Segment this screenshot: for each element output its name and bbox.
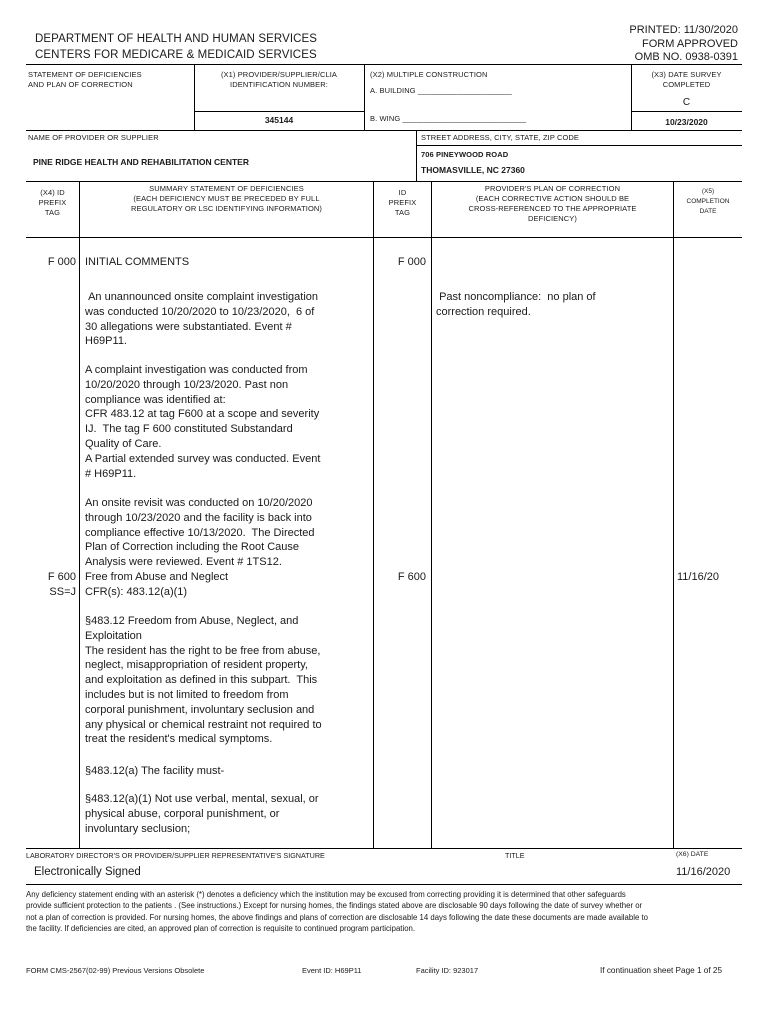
survey-date-label: (X3) DATE SURVEY COMPLETED — [651, 70, 722, 89]
completion-date-header: (X5) COMPLETION DATE — [686, 188, 730, 215]
signature-date-label: (X6) DATE — [676, 851, 709, 858]
multiple-construction-label: (X2) MULTIPLE CONSTRUCTION — [370, 70, 488, 79]
heading-free-from-abuse: Free from Abuse and Neglect CFR(s): 483.12(a)(1) — [85, 571, 229, 598]
plan-tag-f000: F 000 — [397, 256, 426, 268]
form-approved: FORM APPROVED — [642, 37, 738, 50]
form-status-header — [629, 24, 738, 65]
signature-label: LABORATORY DIRECTOR'S OR PROVIDER/SUPPLIER REPRESENTATIVE'S SIGNATURE — [26, 851, 325, 860]
printed-date: PRINTED: 11/30/2020 — [629, 24, 738, 36]
heading-initial-comments: INITIAL COMMENTS — [85, 256, 190, 268]
title-label: TITLE — [505, 851, 525, 860]
provider-name-label: NAME OF PROVIDER OR SUPPLIER — [28, 133, 159, 142]
signature-date-value: 11/16/2020 — [676, 866, 731, 878]
agency-header — [35, 31, 317, 63]
plan-tag-f600: F 600 — [397, 571, 426, 583]
footer-form-id: FORM CMS-2567(02-99) Previous Versions Obsolete — [26, 966, 205, 975]
provider-id-label: (X1) PROVIDER/SUPPLIER/CLIA IDENTIFICATION NUMBER: — [220, 70, 338, 89]
plan-past-noncompliance: Past noncompliance: no plan of correction required. — [436, 291, 596, 318]
provider-city: THOMASVILLE, NC 27360 — [421, 165, 525, 175]
omb-number: OMB NO. 0938-0391 — [634, 51, 738, 63]
provider-street: 706 PINEYWOOD ROAD — [421, 150, 509, 159]
footer-facility-id: Facility ID: 923017 — [416, 966, 479, 975]
provider-id-value: 345144 — [264, 115, 294, 125]
address-label: STREET ADDRESS, CITY, STATE, ZIP CODE — [421, 133, 580, 142]
signature-value: Electronically Signed — [34, 866, 141, 878]
paragraph-complaint-investigation: An unannounced onsite complaint investigation was conducted 10/20/2020 to 10/23/2020, 6 of 30 allegations were substantiated. Event # H69P11. — [85, 291, 318, 348]
provider-name: PINE RIDGE HEALTH AND REHABILITATION CENTER — [33, 157, 249, 167]
wing-field: B. WING _____________________________ — [370, 114, 527, 123]
id-prefix-tag-header: ID PREFIX TAG — [388, 188, 417, 217]
plan-of-correction-header: PROVIDER'S PLAN OF CORRECTION (EACH CORRECTIVE ACTION SHOULD BE CROSS-REFERENCED TO THE APPROPRIATE DEFICIENCY) — [468, 184, 637, 223]
completion-date-f600: 11/16/20 — [677, 571, 720, 583]
summary-statement-header: SUMMARY STATEMENT OF DEFICIENCIES (EACH DEFICIENCY MUST BE PRECEDED BY FULL REGULATORY OR LSC IDENTIFYING INFORMATION) — [130, 184, 323, 213]
x4-id-prefix-tag-header: (X4) ID PREFIX TAG — [38, 188, 67, 217]
disclaimer-text: Any deficiency statement ending with an asterisk (*) denotes a deficiency which the institution may be excused from correcting providing it is determined that other safeguards provide sufficient protection to the patients . (See instructions.) Except for nursing homes, the findings stated above are disclosable 90 days following the date of survey whether or not a plan of correction is provided. For nursing homes, the above findings and plans of correction are disclosable 14 days following the date these documents are made available to the facility. If deficiencies are cited, an approved plan of correction is requisite to continued program participation. — [26, 890, 648, 934]
footer-event-id: Event ID: H69P11 — [302, 966, 362, 975]
paragraph-onsite-revisit: An onsite revisit was conducted on 10/20/2020 through 10/23/2020 and the facility is back into compliance effective 10/13/2020. The Directed Plan of Correction including the Root Cause Analysis were reviewed. Event # 1TS12. — [85, 497, 315, 569]
statement-label: STATEMENT OF DEFICIENCIES AND PLAN OF CORRECTION — [28, 70, 142, 89]
paragraph-facility-must: §483.12(a) The facility must- — [85, 765, 225, 777]
survey-code: C — [682, 97, 691, 108]
tag-scope-severity: SS=J — [49, 586, 76, 598]
paragraph-freedom-from-abuse: §483.12 Freedom from Abuse, Neglect, and Exploitation The resident has the right to be free from abuse, neglect, misappropriation of resident property, and exploitation as defined in this subpart. This includes but is not limited to freedom from corporal punishment, involuntary seclusion and any physical or chemical restraint not required to treat the resident's medical symptoms. — [85, 615, 322, 746]
tag-f000: F 000 — [47, 256, 76, 268]
building-field: A. BUILDING ______________________ — [370, 86, 512, 95]
paragraph-not-use-abuse: §483.12(a)(1) Not use verbal, mental, sexual, or physical abuse, corporal punishment, or involuntary seclusion; — [85, 793, 319, 835]
survey-date-value: 10/23/2020 — [665, 117, 708, 127]
paragraph-past-noncompliance: A complaint investigation was conducted from 10/20/2020 through 10/23/2020. Past non compliance was identified at: CFR 483.12 at tag F600 at a scope and severity IJ. The tag F 600 constituted Substandard Quality of Care. A Partial extended survey was conducted. Event # H69P11. — [85, 364, 321, 480]
agency-line-1: DEPARTMENT OF HEALTH AND HUMAN SERVICES — [35, 33, 318, 45]
agency-line-2: CENTERS FOR MEDICARE & MEDICAID SERVICES — [35, 49, 317, 61]
footer-page-number: If continuation sheet Page 1 of 25 — [600, 966, 722, 975]
tag-f600: F 600 — [47, 571, 76, 583]
